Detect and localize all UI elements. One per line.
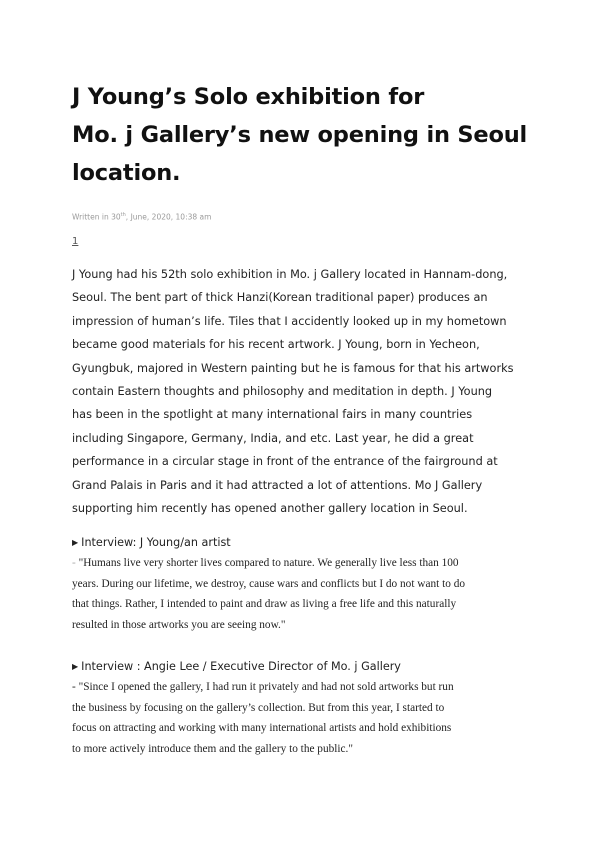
body-line: Seoul. The bent part of thick Hanzi(Korean traditional paper) produces an [72,291,488,305]
body-line: contain Eastern thoughts and philosophy and meditation in depth. J Young [72,385,493,399]
date-rest: , June, 2020, 10:38 am [125,212,212,222]
title-line: location. [72,160,181,186]
quote-line: the business by focusing on the gallery’s collection. But from this year, I started to [72,701,445,714]
date-ordinal: th [120,212,126,218]
date-prefix: Written in 30 [72,212,121,222]
body-line: including Singapore, Germany, India, and etc. Last year, he did a great [72,431,474,445]
interview-quote-artist [72,553,542,635]
quote-dash: - [72,681,79,693]
page-number-link[interactable]: 1 [72,236,79,247]
quote-text: "Since I opened the gallery, I had run it privately and had not sold artworks but run [78,681,454,693]
body-line: has been in the spotlight at many international fairs in many countries [72,408,473,422]
body-line: became good materials for his recent artwork. J Young, born in Yecheon, [72,338,480,352]
title-line: Mo. j Gallery’s new opening in Seoul [72,122,528,148]
article-title [72,78,542,192]
quote-line: focus on attracting and working with many international artists and hold exhibitions [72,722,452,734]
body-line: Grand Palais in Paris and it had attracted a lot of attentions. Mo J Gallery [72,478,483,492]
quote-line: resulted in those artworks you are seeing now." [72,618,286,631]
quote-line [72,677,542,698]
triangle-bullet-icon: ▶ [72,662,79,671]
interview-heading-label: Interview : Angie Lee / Executive Director of Mo. j Gallery [81,660,401,673]
quote-dash: - [72,557,79,569]
body-line: J Young had his 52th solo exhibition in Mo. j Gallery located in Hannam-dong, [72,268,508,281]
quote-line: that things. Rather, I intended to paint and draw as living a free life and this naturally [72,598,457,610]
article-date [72,212,211,222]
interview-heading-director [72,660,401,673]
triangle-bullet-icon: ▶ [72,538,79,547]
quote-line: years. During our lifetime, we destroy, cause wars and conflicts but I do not want to do [72,577,465,590]
quote-line: to more actively introduce them and the gallery to the public." [72,742,353,755]
title-line: J Young’s Solo exhibition for [72,84,425,110]
quote-line [72,553,542,574]
quote-text: "Humans live very shorter lives compared to nature. We generally live less than 100 [78,557,459,569]
body-line: supporting him recently has opened another gallery location in Seoul. [72,502,468,516]
interview-quote-director [72,677,542,759]
body-line: Gyungbuk, majored in Western painting but he is famous for that his artworks [72,361,514,375]
interview-heading-label: Interview: J Young/an artist [81,536,231,549]
article-body [72,263,542,520]
interview-heading-artist [72,536,231,549]
body-line: performance in a circular stage in front of the entrance of the fairground at [72,455,498,469]
body-line: impression of human’s life. Tiles that I accidently looked up in my hometown [72,314,507,328]
